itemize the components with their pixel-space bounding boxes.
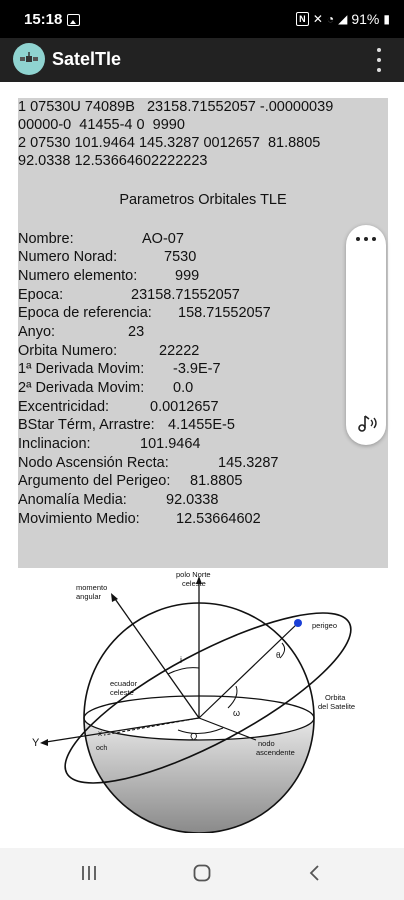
battery-icon: ▮ xyxy=(383,12,390,26)
perigee-point xyxy=(294,619,302,627)
params-title: Parametros Orbitales TLE xyxy=(119,192,287,208)
label-celeste-top: celeste xyxy=(182,579,206,588)
label-i: i xyxy=(180,655,182,665)
tle-line-0a: 1 07530U 74089B 23158.71552057 -.00000039 xyxy=(18,99,334,115)
gallery-notification-icon xyxy=(67,14,80,26)
lower-hemisphere xyxy=(84,718,314,833)
more-vert-icon[interactable] xyxy=(376,48,382,72)
orbit-diagram xyxy=(18,568,388,833)
tle-line-0b: 00000-0 41455-4 0 9990 xyxy=(18,117,185,133)
music-note-icon[interactable] xyxy=(355,411,379,435)
more-horiz-icon[interactable] xyxy=(356,237,376,243)
orbital-params-panel: Parametros Orbitales TLE Nombre: AO-07 Numero Norad: 7530 Numero elemento: 999 Epoca: 23158.71552057 Epoca de referencia: 158.71552057 Anyo: 23 Orbita Numero: 22222 1ª Derivada Movim: -3.9E-7 2ª Derivada Movim: 0.0 Excentricidad: 0.0012657 BStar Térm, Arrastre: 4.1455E-5 Inclinacion: 101.9464 Nodo Ascensión Recta: 145.3287 Argumento del Perigeo: 81.8805 Anomalía Media: 92.0338 Movimiento Medio: 12.53664602 xyxy=(18,170,388,568)
battery-percent: 91% xyxy=(351,11,380,27)
label-orbita: Orbita xyxy=(325,693,346,702)
tle-raw-text xyxy=(18,98,388,170)
app-bar xyxy=(0,38,404,82)
label-polo: polo Norte xyxy=(176,570,211,579)
label-orbita-satelite: del Satelite xyxy=(318,702,356,711)
label-omega: ω xyxy=(233,708,241,718)
tle-line-1b: 92.0338 12.53664602222223 xyxy=(18,153,208,169)
label-nodo-ascendente: ascendente xyxy=(256,748,295,757)
status-right xyxy=(296,11,390,27)
status-time: 15:18 xyxy=(24,11,63,28)
label-y: Y xyxy=(32,737,40,749)
label-och: och xyxy=(96,745,108,752)
label-theta: θ xyxy=(276,651,281,660)
floating-toolbar xyxy=(346,225,386,445)
orbit-diagram-svg xyxy=(18,568,388,833)
signal-icon: ◢ xyxy=(338,12,348,26)
app-title: SatelTle xyxy=(52,49,122,69)
label-x: x xyxy=(98,729,102,738)
node-line xyxy=(199,718,256,740)
label-ecuador-celeste: celeste xyxy=(110,688,134,697)
angular-momentum-vector xyxy=(113,596,199,718)
recent-apps-icon[interactable] xyxy=(80,865,98,881)
label-momento: momento xyxy=(76,583,108,592)
label-nodo: nodo xyxy=(258,739,275,748)
label-omega-cap: Ω xyxy=(190,732,198,743)
satellite-icon xyxy=(13,43,45,75)
perigee-line xyxy=(199,623,298,718)
label-angular: angular xyxy=(76,592,102,601)
wifi-icon: ◔ xyxy=(326,12,335,26)
label-perigeo: perigeo xyxy=(312,621,338,630)
back-icon[interactable] xyxy=(307,864,323,882)
mute-icon: ✕ xyxy=(312,12,323,26)
label-ecuador: ecuador xyxy=(110,679,138,688)
status-bar xyxy=(0,0,404,38)
tle-line-1a: 2 07530 101.9464 145.3287 0012657 81.8805 xyxy=(18,135,321,151)
system-nav-bar xyxy=(0,848,404,900)
nfc-icon: N xyxy=(296,12,309,26)
home-icon[interactable] xyxy=(193,864,211,882)
